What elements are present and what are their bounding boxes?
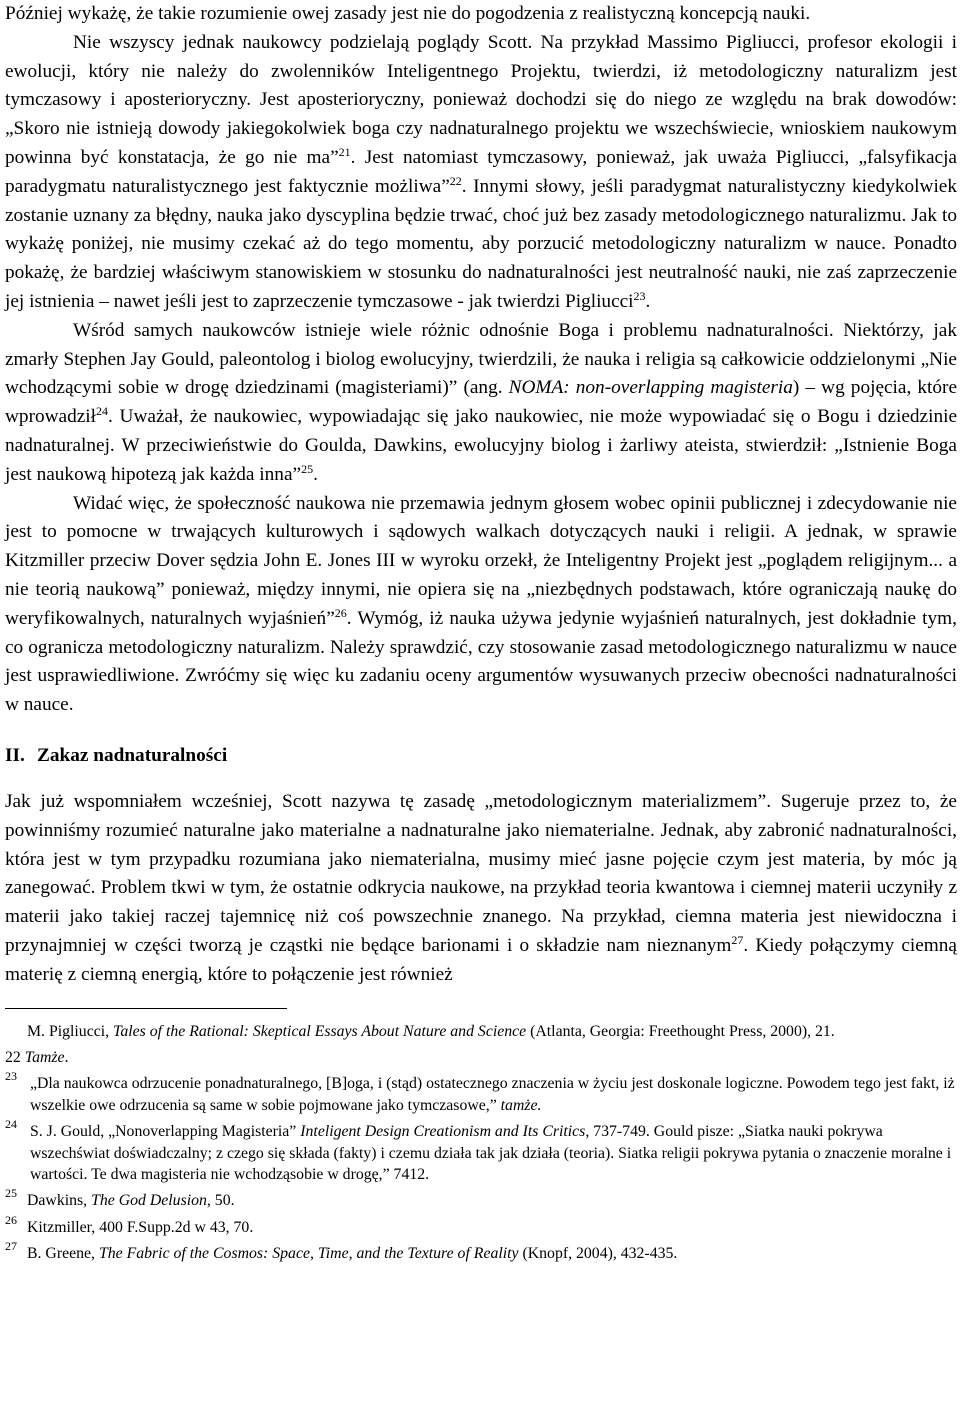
text-run: . Innymi słowy, jeśli paradygmat naturalistyczny kiedykolwiek zostanie uznany za błędny, nauka jako dyscyplina będzie trwać, choć już bez zasady metodologicznego naturalizmu. Jak to wykażę poniżej, nie musimy czekać aż do tego momentu, aby porzucić metodologiczny naturalizm w nauce. Ponadto pokażę, że bardziej właściwym stanowiskiem w stosunku do nadnaturalności jest neutralność nauki, nie zaś zaprzeczenie jej istnienia – nawet jeśli jest to zaprzeczenie tymczasowe - jak twierdzi Pigliucci xyxy=(5,175,957,312)
section-heading xyxy=(5,742,957,770)
text-run: M. Pigliucci, xyxy=(27,1022,114,1040)
document-page xyxy=(5,0,957,1270)
footnote-number: 25 xyxy=(5,1186,17,1201)
footnote-ref: 27 xyxy=(731,932,744,947)
italic-text: Tamże xyxy=(24,1048,65,1066)
text-run: Nie wszyscy jednak naukowcy podzielają poglądy Scott. Na przykład Massimo Pigliucci, profesor ekologii i ewolucji, który nie należy do zwolenników Inteligentnego Projektu, twierdzi, iż metodologiczny naturalizm jest tymczasowy i aposterioryczny. Jest aposterioryczny, ponieważ dochodzi się do niego ze względu na brak dowodów: „Skoro nie istnieją dowody jakiegokolwiek boga czy nadnaturalnego projektu we wszechświecie, wnioskiem naukowym powinna być konstatacja, że go nie ma” xyxy=(5,31,957,168)
footnote-number: 24 xyxy=(5,1117,17,1132)
footnote-number: 27 xyxy=(5,1239,17,1254)
italic-text: The Fabric of the Cosmos: Space, Time, and the Texture of Reality xyxy=(98,1245,519,1263)
footnote-ref: 23 xyxy=(633,288,646,303)
footnote-separator xyxy=(5,1008,287,1009)
footnote xyxy=(5,1212,957,1238)
text-run: Wśród samych naukowców istnieje wiele różnic odnośnie Boga i problemu nadnaturalności. Niektórzy, jak zmarły Stephen Jay Gould, paleontolog i biolog ewolucyjny, twierdzili, że nauka i religia są całkowicie oddzielonymi „Nie wchodzącymi sobie w drogę dziedzinami (magisteriami)” (ang. xyxy=(5,319,957,399)
body-text-top xyxy=(5,0,957,720)
text-run: (Knopf, 2004), 432-435. xyxy=(518,1245,678,1263)
text-run: . xyxy=(645,290,651,312)
italic-text: Tales of the Rational: Skeptical Essays About Nature and Science xyxy=(113,1022,527,1040)
footnote-ref: 26 xyxy=(334,605,347,620)
footnote-ref: 24 xyxy=(96,404,109,419)
text-run: Dawkins, xyxy=(27,1192,92,1210)
text-run: S. J. Gould, „Nonoverlapping Magisteria” xyxy=(30,1123,301,1141)
text-run: Jak już wspomniałem wcześniej, Scott nazywa tę zasadę „metodologicznym materializmem”. Sugeruje przez to, że powinniśmy rozumieć naturalne jako materialne a nadnaturalne jako niematerialne. Jednak, aby zabronić nadnaturalności, która jest w tym przypadku rozumiana jako niematerialna, musimy mieć jasne pojęcie czym jest materia, by móc ją zanegować. Problem tkwi w tym, że ostatnie odkrycia naukowe, na przykład teoria kwantowa i ciemnej materii uczyniły z materii jako takiej raczej tajemnicę niż coś powszechnie znanego. Na przykład, ciemna materia jest niewidoczna i przynajmniej w części tworzą je cząstki nie będące barionami i o składzie nam nieznanym xyxy=(5,790,957,956)
footnote xyxy=(5,1186,957,1211)
text-run: Później wykażę, że takie rozumienie owej zasady jest nie do pogodzenia z realistyczną koncepcją nauki. xyxy=(5,3,811,24)
footnote xyxy=(5,1021,957,1042)
italic-text: Inteligent Design Creationism and Its Critics, xyxy=(300,1123,590,1141)
paragraph xyxy=(5,29,957,317)
footnote xyxy=(5,1069,957,1116)
paragraph xyxy=(5,0,957,29)
footnotes xyxy=(5,1021,957,1265)
text-run: . Jest natomiast tymczasowy, ponieważ, jak uważa Pigliucci, „falsyfikacja paradygmatu naturalistycznego jest faktycznie możliwa” xyxy=(5,146,957,197)
text-run: . xyxy=(313,463,318,485)
footnote xyxy=(5,1239,957,1264)
footnote-ref: 22 xyxy=(449,173,462,188)
section-title: Zakaz nadnaturalności xyxy=(37,744,228,766)
text-run: „Dla naukowca odrzucenie ponadnaturalnego, [B]oga, i (stąd) ostatecznego znaczenia w życiu jest doskonale logiczne. Powodem tego jest fakt, iż wszelkie owe odrzucenia są same w sobie pojmowane jako tymczasowe,” xyxy=(30,1075,955,1114)
italic-text: NOMA: non-overlapping magisteria xyxy=(508,377,793,399)
italic-text: The God Delusion xyxy=(91,1192,207,1210)
footnote-number: 26 xyxy=(5,1212,17,1227)
section-number: II. xyxy=(5,744,25,766)
text-run: 22 xyxy=(5,1048,25,1066)
paragraph xyxy=(5,788,957,990)
footnote xyxy=(5,1117,957,1185)
text-run: Kitzmiller, 400 F.Supp.2d w 43, 70. xyxy=(27,1218,254,1236)
footnote-ref: 25 xyxy=(301,461,314,476)
text-run: (Atlanta, Georgia: Freethought Press, 2000), 21. xyxy=(526,1022,835,1040)
text-run: , 50. xyxy=(206,1192,235,1210)
text-run: . Uważał, że naukowiec, wypowiadając się jako naukowiec, nie może wypowiadać się o Bogu i dziedzinie nadnaturalnej. W przeciwieństwie do Goulda, Dawkins, ewolucyjny biolog i żarliwy ateista, stwierdził: „Istnienie Boga jest naukową hipotezą jak każda inna” xyxy=(5,406,957,485)
paragraph xyxy=(5,490,957,720)
text-run: . xyxy=(64,1048,69,1066)
text-run: ) – wg pojęcia, które wprowadził xyxy=(5,377,958,428)
body-text-bottom xyxy=(5,788,957,990)
text-run: . Wymóg, iż nauka używa jedynie wyjaśnień naturalnych, jest dokładnie tym, co ogranicza metodologiczny naturalizm. Należy sprawdzić, czy stosowanie zasad metodologicznego naturalizmu w nauce jest usprawiedliwione. Zwróćmy się więc ku zadaniu oceny argumentów wysuwanych przeciw obecności nadnaturalności w nauce. xyxy=(5,607,957,716)
text-run: 737-749. Gould pisze: „Siatka nauki pokrywa wszechświat doświadczalny; z czego się składa (fakty) i czemu działa tak jak działa (teoria). Siatka religii pokrywa pytania o znaczenie moralne i wartości. Te dwa magisteria nie wchodząsobie w drogę,” 7412. xyxy=(30,1123,952,1183)
footnote xyxy=(5,1047,957,1068)
text-run: Widać więc, że społeczność naukowa nie przemawia jednym głosem wobec opinii publicznej i zdecydowanie nie jest to pomocne w trwających kulturowych i sądowych walkach dotyczących nauki i religii. A jednak, w sprawie Kitzmiller przeciw Dover sędzia John E. Jones III w wyroku orzekł, że Inteligentny Projekt jest „poglądem religijnym... a nie teorią naukową” ponieważ, między innymi, nie opiera się na „niezbędnych podstawach, które ograniczają naukę do weryfikowalnych, naturalnych wyjaśnień” xyxy=(5,492,957,629)
text-run: . Kiedy połączymy ciemną materię z ciemną energią, które to połączenie jest również xyxy=(5,934,957,985)
footnote-ref: 21 xyxy=(338,144,351,159)
italic-text: tamże. xyxy=(500,1096,542,1114)
footnote-number: 23 xyxy=(5,1069,17,1084)
paragraph xyxy=(5,317,957,490)
text-run: B. Greene, xyxy=(27,1245,99,1263)
